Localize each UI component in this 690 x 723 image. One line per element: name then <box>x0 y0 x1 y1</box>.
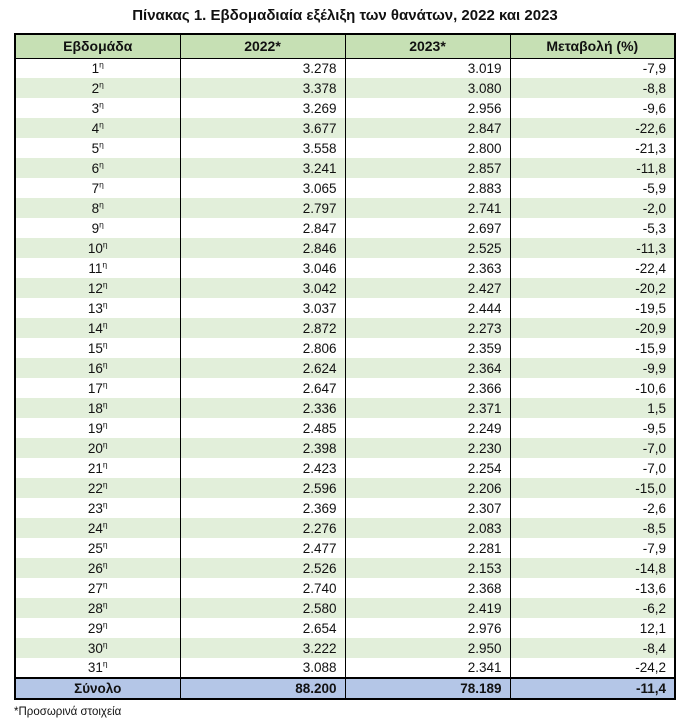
header-change: Μεταβολή (%) <box>510 34 675 58</box>
value-2023-cell: 2.364 <box>345 358 510 378</box>
value-2023-cell: 2.281 <box>345 538 510 558</box>
week-cell: $29^\eta$ <box>87 619 108 636</box>
change-cell: -24,2 <box>510 658 675 678</box>
total-2023-value: 78.189 <box>345 678 510 699</box>
week-ordinal-suffix: η <box>99 99 104 109</box>
value-2022-cell: 3.558 <box>180 138 345 158</box>
header-2023: 2023* <box>345 34 510 58</box>
week-cell: $8^\eta$ <box>91 199 104 216</box>
week-cell: $16^\eta$ <box>87 359 108 376</box>
total-label: Σύνολο <box>15 678 180 699</box>
value-2022-cell: 3.378 <box>180 78 345 98</box>
value-2023-cell: 2.883 <box>345 178 510 198</box>
value-2022-cell: 2.369 <box>180 498 345 518</box>
week-cell: $31^\eta$ <box>87 658 108 675</box>
value-2022-cell: 2.806 <box>180 338 345 358</box>
value-2022-cell: 2.526 <box>180 558 345 578</box>
change-cell: -20,2 <box>510 278 675 298</box>
value-2022-cell: 3.065 <box>180 178 345 198</box>
header-2022: 2022* <box>180 34 345 58</box>
value-2023-cell: 2.359 <box>345 338 510 358</box>
week-cell: $6^\eta$ <box>91 159 104 176</box>
change-cell: -9,6 <box>510 98 675 118</box>
change-cell: 1,5 <box>510 398 675 418</box>
change-cell: -7,0 <box>510 458 675 478</box>
week-cell: $3^\eta$ <box>91 99 104 116</box>
week-cell: $20^\eta$ <box>87 439 108 456</box>
value-2023-cell: 2.950 <box>345 638 510 658</box>
value-2022-cell: 2.336 <box>180 398 345 418</box>
week-cell: $4^\eta$ <box>91 119 104 136</box>
change-cell: -21,3 <box>510 138 675 158</box>
change-cell: -14,8 <box>510 558 675 578</box>
value-2023-cell: 2.153 <box>345 558 510 578</box>
week-cell: $23^\eta$ <box>87 499 108 516</box>
value-2022-cell: 3.241 <box>180 158 345 178</box>
value-2023-cell: 2.307 <box>345 498 510 518</box>
value-2023-cell: 2.976 <box>345 618 510 638</box>
total-row <box>15 678 675 699</box>
value-2022-cell: 2.846 <box>180 238 345 258</box>
total-change-value: -11,4 <box>510 678 675 699</box>
value-2023-cell: 2.254 <box>345 458 510 478</box>
value-2022-cell: 3.269 <box>180 98 345 118</box>
change-cell: -9,9 <box>510 358 675 378</box>
week-ordinal-suffix: η <box>102 359 108 369</box>
table-row <box>15 638 675 658</box>
table-row <box>15 438 675 458</box>
value-2023-cell: 2.206 <box>345 478 510 498</box>
week-cell: $19^\eta$ <box>87 419 108 436</box>
value-2022-cell: 2.797 <box>180 198 345 218</box>
table-row <box>15 618 675 638</box>
week-cell: $10^\eta$ <box>87 239 108 256</box>
table-row <box>15 198 675 218</box>
table-row <box>15 498 675 518</box>
week-ordinal-suffix: η <box>99 199 104 209</box>
table-row <box>15 258 675 278</box>
value-2023-cell: 2.741 <box>345 198 510 218</box>
header-week: Εβδομάδα <box>15 34 180 58</box>
value-2023-cell: 2.249 <box>345 418 510 438</box>
week-cell: $30^\eta$ <box>87 639 108 656</box>
table-row <box>15 518 675 538</box>
table-row <box>15 278 675 298</box>
change-cell: -15,0 <box>510 478 675 498</box>
value-2023-cell: 2.847 <box>345 118 510 138</box>
week-cell: $7^\eta$ <box>91 179 104 196</box>
week-ordinal-suffix: η <box>99 139 104 149</box>
value-2022-cell: 2.847 <box>180 218 345 238</box>
week-ordinal-suffix: η <box>102 419 108 429</box>
value-2022-cell: 2.423 <box>180 458 345 478</box>
table-row <box>15 118 675 138</box>
table-row <box>15 178 675 198</box>
change-cell: -9,5 <box>510 418 675 438</box>
value-2023-cell: 2.273 <box>345 318 510 338</box>
value-2023-cell: 3.080 <box>345 78 510 98</box>
week-cell: $15^\eta$ <box>87 339 108 356</box>
value-2022-cell: 2.398 <box>180 438 345 458</box>
provisional-data-footnote: *Προσωρινά στοιχεία <box>14 706 122 718</box>
value-2022-cell: 2.485 <box>180 418 345 438</box>
change-cell: -11,8 <box>510 158 675 178</box>
change-cell: -10,6 <box>510 378 675 398</box>
value-2022-cell: 3.046 <box>180 258 345 278</box>
value-2022-cell: 2.580 <box>180 598 345 618</box>
week-cell: $22^\eta$ <box>87 479 108 496</box>
week-ordinal-suffix: η <box>99 79 104 89</box>
week-cell: $2^\eta$ <box>91 79 104 96</box>
week-ordinal-suffix: η <box>102 579 108 589</box>
value-2023-cell: 2.525 <box>345 238 510 258</box>
week-ordinal-suffix: η <box>102 479 108 489</box>
change-cell: -8,8 <box>510 78 675 98</box>
change-cell: -2,0 <box>510 198 675 218</box>
week-cell: $5^\eta$ <box>91 139 104 156</box>
week-ordinal-suffix: η <box>102 439 108 449</box>
value-2023-cell: 3.019 <box>345 58 510 78</box>
value-2022-cell: 2.654 <box>180 618 345 638</box>
value-2022-cell: 2.624 <box>180 358 345 378</box>
value-2022-cell: 3.677 <box>180 118 345 138</box>
week-ordinal-suffix: η <box>102 399 108 409</box>
table-row <box>15 478 675 498</box>
change-cell: -22,6 <box>510 118 675 138</box>
week-ordinal-suffix: η <box>102 639 108 649</box>
table-row <box>15 98 675 118</box>
week-cell: $24^\eta$ <box>87 519 108 536</box>
value-2022-cell: 3.222 <box>180 638 345 658</box>
value-2022-cell: 3.042 <box>180 278 345 298</box>
value-2023-cell: 2.857 <box>345 158 510 178</box>
week-ordinal-suffix: η <box>102 539 108 549</box>
week-ordinal-suffix: η <box>102 339 108 349</box>
week-cell: $25^\eta$ <box>87 539 108 556</box>
change-cell: -5,3 <box>510 218 675 238</box>
table-row <box>15 318 675 338</box>
change-cell: -7,9 <box>510 58 675 78</box>
value-2023-cell: 2.368 <box>345 578 510 598</box>
week-cell: $27^\eta$ <box>87 579 108 596</box>
change-cell: -11,3 <box>510 238 675 258</box>
week-cell: $21^\eta$ <box>87 459 108 476</box>
week-cell: $18^\eta$ <box>87 399 108 416</box>
table-row <box>15 218 675 238</box>
value-2022-cell: 2.596 <box>180 478 345 498</box>
value-2023-cell: 2.083 <box>345 518 510 538</box>
value-2023-cell: 2.341 <box>345 658 510 678</box>
table-row <box>15 658 675 678</box>
value-2022-cell: 2.276 <box>180 518 345 538</box>
change-cell: -20,9 <box>510 318 675 338</box>
value-2022-cell: 3.037 <box>180 298 345 318</box>
table-row <box>15 418 675 438</box>
table-row <box>15 158 675 178</box>
week-ordinal-suffix: η <box>99 179 104 189</box>
value-2023-cell: 2.444 <box>345 298 510 318</box>
weekly-deaths-table <box>14 33 676 700</box>
change-cell: -13,6 <box>510 578 675 598</box>
table-row <box>15 538 675 558</box>
week-cell: $12^\eta$ <box>87 279 108 296</box>
table-row <box>15 598 675 618</box>
header-row <box>15 34 675 58</box>
week-ordinal-suffix: η <box>102 559 108 569</box>
value-2023-cell: 2.956 <box>345 98 510 118</box>
week-cell: $14^\eta$ <box>87 319 108 336</box>
week-ordinal-suffix: η <box>102 319 108 329</box>
value-2023-cell: 2.366 <box>345 378 510 398</box>
table-row <box>15 138 675 158</box>
change-cell: -7,9 <box>510 538 675 558</box>
table-row <box>15 358 675 378</box>
table-body <box>15 58 675 678</box>
week-ordinal-suffix: η <box>102 619 108 629</box>
table-row <box>15 398 675 418</box>
change-cell: -22,4 <box>510 258 675 278</box>
value-2022-cell: 2.477 <box>180 538 345 558</box>
week-cell: $9^\eta$ <box>91 219 104 236</box>
week-ordinal-suffix: η <box>99 119 104 129</box>
value-2023-cell: 2.419 <box>345 598 510 618</box>
week-ordinal-suffix: η <box>99 219 104 229</box>
value-2023-cell: 2.371 <box>345 398 510 418</box>
value-2022-cell: 2.647 <box>180 378 345 398</box>
table-footer <box>15 678 675 699</box>
change-cell: -5,9 <box>510 178 675 198</box>
change-cell: 12,1 <box>510 618 675 638</box>
week-ordinal-suffix: η <box>102 459 108 469</box>
week-cell: $11^\eta$ <box>88 259 108 276</box>
value-2022-cell: 3.278 <box>180 58 345 78</box>
week-cell: $13^\eta$ <box>87 299 108 316</box>
table-row <box>15 558 675 578</box>
week-ordinal-suffix: η <box>99 59 104 70</box>
week-ordinal-suffix: η <box>102 279 108 289</box>
value-2023-cell: 2.230 <box>345 438 510 458</box>
week-ordinal-suffix: η <box>102 658 108 669</box>
table-row <box>15 458 675 478</box>
table-row <box>15 298 675 318</box>
week-ordinal-suffix: η <box>102 379 108 389</box>
table-row <box>15 238 675 258</box>
week-ordinal-suffix: η <box>102 519 108 529</box>
value-2022-cell: 2.872 <box>180 318 345 338</box>
table-row <box>15 338 675 358</box>
week-ordinal-suffix: η <box>102 239 108 249</box>
table-row <box>15 58 675 78</box>
value-2023-cell: 2.363 <box>345 258 510 278</box>
table-header <box>15 34 675 58</box>
week-ordinal-suffix: η <box>102 599 108 609</box>
value-2023-cell: 2.427 <box>345 278 510 298</box>
week-ordinal-suffix: η <box>102 499 108 509</box>
week-ordinal-suffix: η <box>99 159 104 169</box>
value-2022-cell: 2.740 <box>180 578 345 598</box>
total-2022-value: 88.200 <box>180 678 345 699</box>
change-cell: -19,5 <box>510 298 675 318</box>
table-row <box>15 578 675 598</box>
change-cell: -2,6 <box>510 498 675 518</box>
change-cell: -6,2 <box>510 598 675 618</box>
week-cell: $28^\eta$ <box>87 599 108 616</box>
change-cell: -8,4 <box>510 638 675 658</box>
value-2023-cell: 2.800 <box>345 138 510 158</box>
value-2023-cell: 2.697 <box>345 218 510 238</box>
change-cell: -15,9 <box>510 338 675 358</box>
table-row <box>15 378 675 398</box>
table-row <box>15 78 675 98</box>
change-cell: -8,5 <box>510 518 675 538</box>
change-cell: -7,0 <box>510 438 675 458</box>
week-cell: $1^\eta$ <box>91 59 104 76</box>
week-ordinal-suffix: η <box>102 259 108 269</box>
week-ordinal-suffix: η <box>102 299 108 309</box>
value-2022-cell: 3.088 <box>180 658 345 678</box>
week-cell: $26^\eta$ <box>87 559 108 576</box>
week-cell: $17^\eta$ <box>87 379 108 396</box>
page-title: Πίνακας 1. Εβδομαδιαία εξέλιξη των θανάτων, 2022 και 2023 <box>132 7 558 24</box>
